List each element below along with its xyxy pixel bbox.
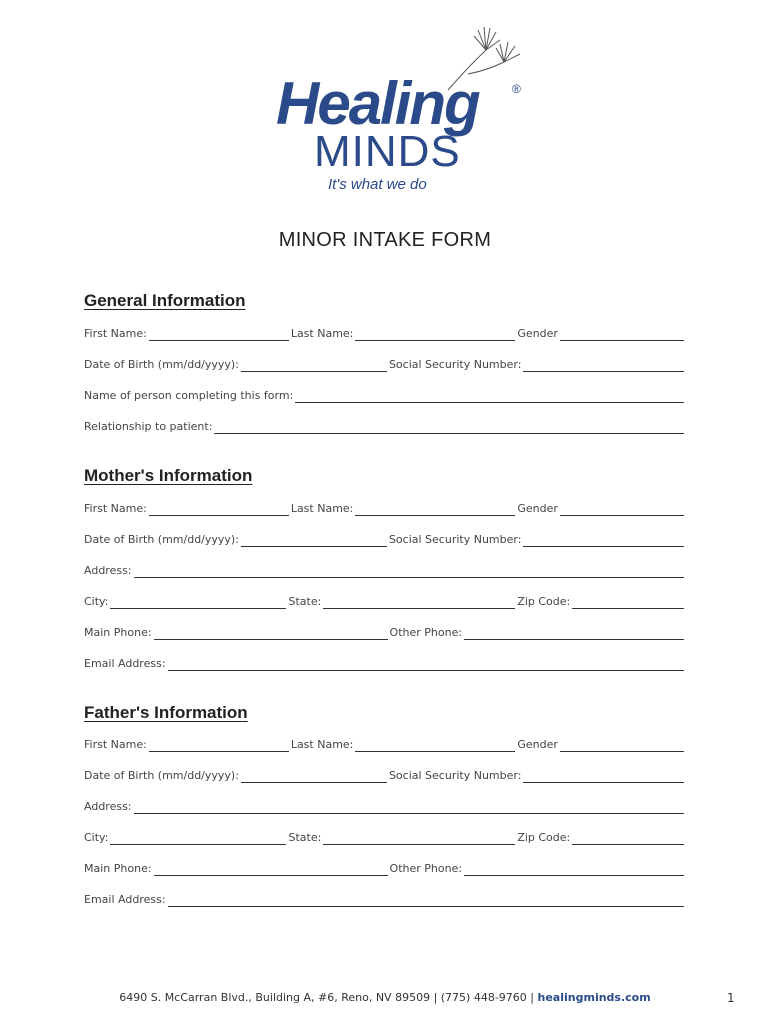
father-dob-field[interactable] — [241, 770, 387, 783]
form-title: MINOR INTAKE FORM — [278, 229, 492, 251]
general-relationship-field[interactable] — [214, 421, 684, 434]
logo-registered-mark: ® — [512, 82, 521, 96]
relationship-label: Relationship to patient: — [84, 420, 213, 433]
other-phone-label: Other Phone: — [389, 626, 463, 639]
father-first-name-field[interactable] — [149, 739, 289, 752]
address-label: Address: — [84, 564, 132, 577]
mother-city-row — [84, 593, 686, 609]
general-ssn-field[interactable] — [523, 359, 684, 372]
logo-brand-top: Healing — [276, 70, 479, 137]
other-phone-label: Other Phone: — [389, 862, 463, 875]
father-email-row — [84, 891, 686, 907]
mother-last-name-field[interactable] — [355, 503, 515, 516]
father-other-phone-field[interactable] — [464, 863, 684, 876]
dob-label: Date of Birth (mm/dd/yyyy): — [84, 533, 239, 546]
mother-email-row — [84, 655, 686, 671]
father-email-field[interactable] — [168, 894, 684, 907]
father-dob-row — [84, 767, 686, 783]
page-number: 1 — [727, 991, 735, 1005]
gender-label: Gender — [517, 327, 558, 340]
footer — [0, 991, 770, 1004]
mother-state-field[interactable] — [323, 596, 515, 609]
mother-main-phone-field[interactable] — [154, 627, 388, 640]
mother-information-heading: Mother's Information — [84, 466, 253, 485]
ssn-label: Social Security Number: — [388, 769, 522, 782]
logo-brand-bottom: MINDS — [314, 127, 461, 176]
main-phone-label: Main Phone: — [84, 626, 152, 639]
city-label: City: — [84, 831, 109, 844]
dob-label: Date of Birth (mm/dd/yyyy): — [84, 769, 239, 782]
state-label: State: — [288, 831, 322, 844]
father-name-row — [84, 736, 686, 752]
mother-dob-field[interactable] — [241, 534, 387, 547]
father-last-name-field[interactable] — [355, 739, 515, 752]
general-completing-row — [84, 387, 686, 403]
mother-zip-field[interactable] — [572, 596, 684, 609]
city-label: City: — [84, 595, 109, 608]
father-state-field[interactable] — [323, 832, 515, 845]
mother-phone-row — [84, 624, 686, 640]
ssn-label: Social Security Number: — [388, 533, 522, 546]
general-gender-field[interactable] — [560, 328, 684, 341]
last-name-label: Last Name: — [290, 502, 354, 515]
email-label: Email Address: — [84, 657, 166, 670]
father-gender-field[interactable] — [560, 739, 684, 752]
general-information-heading: General Information — [84, 291, 246, 310]
zip-label: Zip Code: — [517, 595, 571, 608]
gender-label: Gender — [517, 738, 558, 751]
general-last-name-field[interactable] — [355, 328, 515, 341]
ssn-label: Social Security Number: — [388, 358, 522, 371]
general-relationship-row — [84, 418, 686, 434]
footer-address: 6490 S. McCarran Blvd., Building A, #6, Reno, NV 89509 | (775) 448-9760 | — [119, 991, 538, 1004]
mother-city-field[interactable] — [110, 596, 286, 609]
address-label: Address: — [84, 800, 132, 813]
father-address-field[interactable] — [134, 801, 684, 814]
father-phone-row — [84, 860, 686, 876]
healing-minds-logo — [270, 22, 530, 202]
father-zip-field[interactable] — [572, 832, 684, 845]
email-label: Email Address: — [84, 893, 166, 906]
mother-address-row — [84, 562, 686, 578]
general-name-row — [84, 325, 686, 341]
mother-other-phone-field[interactable] — [464, 627, 684, 640]
father-city-field[interactable] — [110, 832, 286, 845]
mother-address-field[interactable] — [134, 565, 684, 578]
general-completing-field[interactable] — [295, 390, 684, 403]
general-first-name-field[interactable] — [149, 328, 289, 341]
first-name-label: First Name: — [84, 327, 147, 340]
dob-label: Date of Birth (mm/dd/yyyy): — [84, 358, 239, 371]
last-name-label: Last Name: — [290, 738, 354, 751]
last-name-label: Last Name: — [290, 327, 354, 340]
website-link[interactable]: healingminds.com — [537, 991, 651, 1004]
gender-label: Gender — [517, 502, 558, 515]
mother-ssn-field[interactable] — [523, 534, 684, 547]
father-city-row — [84, 829, 686, 845]
logo-tagline: It's what we do — [328, 176, 427, 193]
mother-dob-row — [84, 531, 686, 547]
father-ssn-field[interactable] — [523, 770, 684, 783]
general-dob-row — [84, 356, 686, 372]
first-name-label: First Name: — [84, 738, 147, 751]
general-dob-field[interactable] — [241, 359, 387, 372]
first-name-label: First Name: — [84, 502, 147, 515]
state-label: State: — [288, 595, 322, 608]
father-main-phone-field[interactable] — [154, 863, 388, 876]
zip-label: Zip Code: — [517, 831, 571, 844]
mother-name-row — [84, 500, 686, 516]
father-information-heading: Father's Information — [84, 703, 248, 722]
main-phone-label: Main Phone: — [84, 862, 152, 875]
mother-gender-field[interactable] — [560, 503, 684, 516]
completing-label: Name of person completing this form: — [84, 389, 294, 402]
mother-first-name-field[interactable] — [149, 503, 289, 516]
mother-email-field[interactable] — [168, 658, 684, 671]
father-address-row — [84, 798, 686, 814]
